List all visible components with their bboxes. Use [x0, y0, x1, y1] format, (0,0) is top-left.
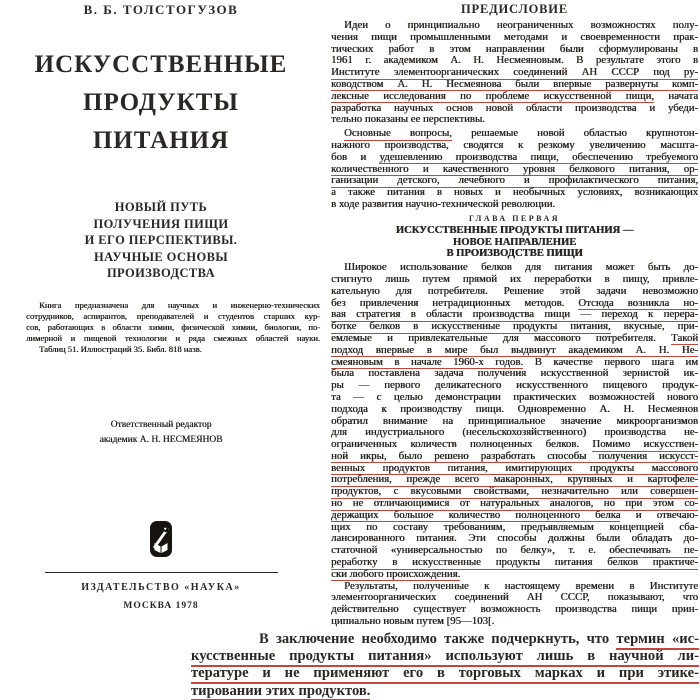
text-line: [331, 451, 698, 463]
text-segment: Таблиц 51. Иллюстраций 35. Библ. 818 назв.: [39, 344, 202, 354]
text-line: [191, 665, 699, 682]
text-segment: бов и: [331, 150, 380, 163]
text-segment: и отвечаю-: [620, 508, 698, 521]
text-segment: стигнуто лишь путем прямой их переработки в пищу, привле-: [331, 272, 698, 285]
editor-role: Ответственный редактор: [110, 420, 212, 430]
text-segment: В заключение необходимо также подчеркнуть, что: [259, 631, 617, 647]
editor-name: академик А. Н. НЕСМЕЯНОВ: [99, 435, 223, 445]
book-subtitle-line: ПРОИЗВОДСТВА: [106, 266, 216, 281]
text-segment: сотрудников, аспирантов, преподавателей и студентов старших кур-: [26, 311, 320, 321]
annotation-paragraph: [26, 300, 320, 355]
red-underlined-text: но не отличающимися от натуральных аналогов, но при этом со-: [331, 497, 698, 510]
red-underlined-text: ботке белков в искусственные продукты питания,: [331, 320, 611, 333]
chapter-title: [331, 225, 698, 260]
text-segment: Идеи о принципиально неограниченных возможностях полу-: [344, 19, 698, 31]
nauka-publisher-emblem-icon: [150, 521, 172, 557]
chapter-paragraph-2: [331, 581, 698, 628]
text-segment: действительно существует возможность производства пищи прин-: [331, 603, 698, 616]
text-segment: кательную для потребителя. Решение этой задачи невозможно: [331, 284, 698, 297]
red-underlined-text: Такой: [671, 331, 698, 344]
text-segment: была поставлена задача получения искусственной зернистой ик-: [331, 367, 698, 380]
chapter-paragraph-1: [331, 262, 698, 581]
red-underlined-text: подход впервые в мире был выдвинут академиком А. Н. Не-: [331, 343, 698, 356]
text-segment: ципиально новым путем [95—103[.: [331, 615, 495, 628]
text-line: [331, 199, 698, 211]
chapter-title-line: НОВОЕ НАПРАВЛЕНИЕ: [452, 236, 577, 248]
text-segment: лимерной и пищевой технологии и ряда смежных областей науки.: [26, 333, 320, 343]
publisher-name: ИЗДАТЕЛЬСТВО «НАУКА»: [81, 582, 241, 593]
red-underlined-text: кусственные продукты питания» используют лишь в научной ли-: [191, 648, 699, 667]
book-subtitle-line: НОВЫЙ ПУТЬ: [114, 200, 208, 214]
text-segment: для индустриального (несельскохозяйственного) производства не-: [331, 426, 698, 439]
red-underlined-text: количественного и качественного уровня белкового питания, ор-: [331, 162, 698, 175]
chapter-title-line: В ПРОИЗВОДСТВЕ ПИЩИ: [446, 248, 583, 260]
red-underlined-text: венных продуктов питания, имитирующих продукты массового: [331, 461, 698, 474]
text-segment: подхода к производству пищи. Одновременно А. Н. Несмеянов: [331, 402, 698, 415]
chapter-label: ГЛАВА ПЕРВАЯ: [468, 213, 561, 223]
book-subtitle-line: ПОЛУЧЕНИЯ ПИЩИ: [93, 216, 229, 231]
text-segment: чения пищи промышленными методами и своевременности прак-: [331, 30, 698, 43]
text-segment: 1961 г. академиком А. Н. Несмеяновым. В результате этого в: [331, 54, 698, 67]
text-line: [331, 114, 698, 126]
text-line: [26, 333, 320, 344]
red-underlined-text: Отсюда возникла но-: [578, 296, 698, 309]
text-segment: ограниченных количеств полноценных белков.: [331, 438, 593, 451]
title-page-divider: [45, 572, 278, 573]
text-segment: нажного производства, сводятся к резкому увеличению масшта-: [331, 138, 698, 151]
text-segment: емлемые и привлекательные для массового потребителя.: [331, 331, 671, 344]
text-segment: тических работ в этом направлении были сформулированы в: [331, 42, 698, 55]
red-underlined-text: тературе и не применяют его в торговых марках и при этике-: [191, 665, 699, 684]
text-segment: разработка научных основ новой области производства и убеди-: [331, 101, 698, 114]
red-underlined-text: держащих большое количество полноценного белка: [331, 508, 621, 521]
title-page: [0, 0, 322, 700]
text-line: [26, 344, 320, 355]
red-underlined-text: ски любого происхождения.: [331, 567, 461, 580]
text-line: [191, 648, 699, 665]
text-line: [191, 683, 699, 700]
city-year: МОСКВА 1978: [123, 601, 199, 611]
text-line: [26, 311, 320, 322]
text-segment: В качестве первого шага им: [523, 355, 698, 368]
preface-page: [331, 2, 698, 628]
red-underlined-text: удешевлению производства пищи, обеспечению требуемого: [379, 150, 698, 163]
red-underlined-text: смеяновым в начале 1960-х годов.: [331, 355, 524, 368]
preface-heading: ПРЕДИСЛОВИЕ: [461, 2, 568, 16]
red-underlined-text: обеспечивать пе-: [609, 544, 698, 557]
text-line: [331, 616, 698, 628]
red-underlined-text: ной икры, было решено разработать способы получения искусст-: [331, 449, 698, 462]
text-line: [26, 300, 320, 311]
text-segment: Широкое использование белков для питания может быть до-: [344, 261, 698, 274]
book-title-line: ПИТАНИЯ: [92, 127, 230, 154]
editor-block: [0, 418, 322, 448]
red-underlined-text: вая стратегия в области производства пищи — переход к перера-: [331, 308, 698, 321]
red-underlined-text: ководством А. Н. Несмеянова были впервые развернуты комп-: [331, 77, 698, 90]
preface-paragraph-1: [331, 20, 698, 126]
red-underlined-text: ганизации детского, лечебного и профилактического питания,: [331, 174, 698, 187]
book-subtitle-line: И ЕГО ПЕРСПЕКТИВЫ.: [84, 233, 238, 248]
text-segment: лансированного питания. Эти способы должны были обладать до-: [331, 532, 698, 545]
text-segment: тельно показаны ее перспективы.: [331, 113, 485, 126]
preface-paragraph-2: [331, 128, 698, 211]
book-title-line: ИСКУССТВЕННЫЕ: [34, 51, 288, 78]
text-segment: начата: [653, 89, 698, 102]
red-underlined-text: тировании этих продуктов.: [191, 683, 370, 700]
book-subtitle-line: НАУЧНЫЕ ОСНОВЫ: [93, 249, 229, 264]
author-name: В. Б. ТОЛСТОГУЗОВ: [83, 2, 239, 17]
text-segment: ры — первого деликатесного искусственного пищевого продук-: [331, 379, 698, 392]
red-underlined-text: Институте элементоорганических соединений АН СССР под ру-: [331, 66, 698, 79]
text-line: [331, 140, 698, 152]
red-underlined-text: термин «ис-: [616, 631, 699, 650]
text-segment: та — с целью демонстрации практических возможностей нового: [331, 390, 698, 403]
text-segment: элементоорганических соединений АН СССР, показывают, что: [331, 591, 698, 604]
text-segment: щих по составу требованиям, предъявляемым концепцией сба-: [331, 520, 698, 533]
text-segment: статочной «универсальностью по белку», т. е.: [331, 544, 610, 557]
red-underlined-text: потребления, прежде всего макаронных, крупяных и картофеле-: [331, 473, 698, 486]
book-subtitle: [0, 199, 322, 282]
text-line: [331, 333, 698, 345]
conclusion-paragraph: [191, 631, 699, 700]
text-line: [191, 631, 699, 648]
text-line: [331, 79, 698, 91]
text-line: [331, 152, 698, 164]
text-segment: в ходе развития научно-технической революции.: [331, 197, 556, 210]
book-title: [0, 46, 322, 160]
text-line: [26, 322, 320, 333]
text-segment: Книга предназначена для научных и инженерно-технических: [39, 300, 320, 310]
text-segment: а также питания в новых и необычных условиях, возникающих: [331, 186, 698, 199]
text-segment: решаемые новой областью крупнотон-: [451, 127, 698, 140]
text-segment: без привлечения нетрадиционных методов.: [331, 296, 579, 309]
text-segment: Результаты, полученные к настоящему времени в Институте: [344, 579, 698, 592]
red-underlined-text: Основные вопросы,: [344, 127, 452, 140]
text-segment: обратил внимание на принципиальное значение микроорганизмов: [331, 414, 698, 427]
red-underlined-text: Помимо искусствен-: [592, 438, 698, 451]
text-segment: вкусные, при-: [610, 320, 698, 333]
chapter-title-line: ИСКУССТВЕННЫЕ ПРОДУКТЫ ПИТАНИЯ —: [395, 224, 634, 236]
book-title-line: ПРОДУКТЫ: [83, 89, 239, 116]
red-underlined-text: реработку в искусственные продукты питания белков практиче-: [331, 556, 698, 569]
text-segment: сов, работающих в области химии, физической химии, биологии, по-: [26, 322, 320, 332]
red-underlined-text: лексные исследования по проблеме искусственной пищи,: [331, 89, 654, 102]
red-underlined-text: продуктов, с вкусовыми свойствами, незначительно или совершен-: [331, 485, 698, 498]
